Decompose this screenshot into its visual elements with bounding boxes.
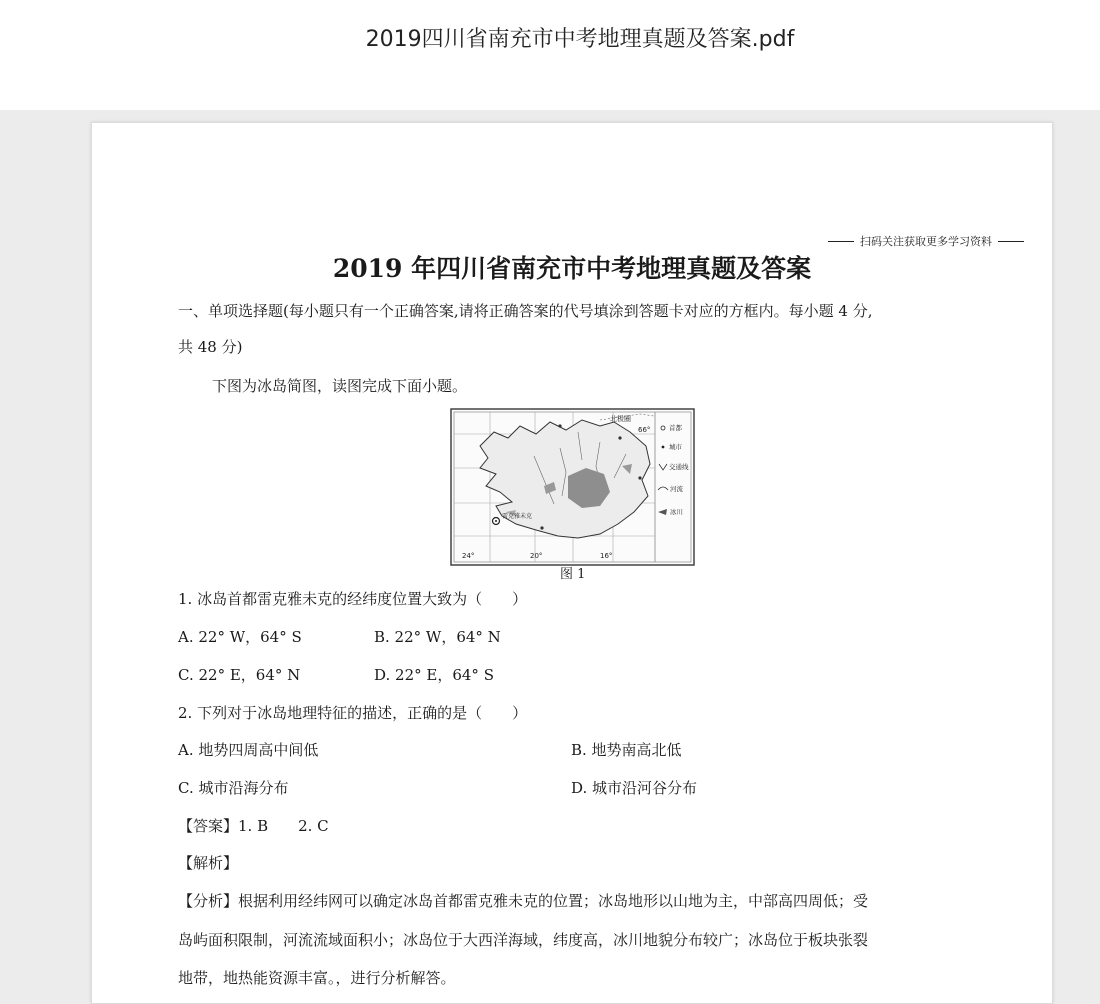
q2-option-d: D. 城市沿河谷分布	[571, 779, 698, 797]
q1-stem: 1. 冰岛首都雷克雅未克的经纬度位置大致为（ ）	[178, 590, 528, 608]
lon-24-label: 24°	[462, 552, 475, 560]
viewer-header	[0, 0, 1100, 110]
analysis-line3: 地带，地热能资源丰富。，进行分析解答。	[178, 969, 456, 987]
figure-caption: 图 1	[560, 567, 586, 582]
q2-option-b: B. 地势南高北低	[571, 741, 682, 759]
analysis-line1: 【分析】根据利用经纬网可以确定冰岛首都雷克雅未克的位置；冰岛地形以山地为主，中部高四周低；受	[178, 892, 869, 910]
lon-20-label: 20°	[530, 552, 543, 560]
q1-option-a: A. 22° W，64° S	[178, 628, 302, 646]
analysis-label: 【解析】	[178, 854, 239, 872]
legend-capital: 首都	[669, 424, 682, 432]
analysis-line2: 岛屿面积限制，河流流域面积小；冰岛位于大西洋海域，纬度高，冰川地貌分布较广；冰岛位于板块张裂	[178, 931, 869, 949]
section-intro-line2: 共 48 分)	[178, 338, 243, 356]
promo-text: 扫码关注获取更多学习资料	[860, 235, 992, 248]
q2-option-c: C. 城市沿海分布	[178, 779, 289, 797]
q1-option-c: C. 22° E，64° N	[178, 666, 301, 684]
section-intro-line1: 一、单项选择题(每小题只有一个正确答案,请将正确答案的代号填涂到答题卡对应的方框内。每小题 4 分,	[178, 302, 873, 320]
pdf-page	[91, 122, 1053, 1004]
lon-16-label: 16°	[600, 552, 613, 560]
promo-left-rule	[828, 241, 854, 242]
file-title: 2019四川省南充市中考地理真题及答案.pdf	[365, 27, 795, 52]
q2-stem: 2. 下列对于冰岛地理特征的描述，正确的是（ ）	[178, 704, 528, 722]
answer-line: 【答案】1. B 2. C	[178, 817, 329, 835]
legend-river: 河流	[670, 485, 683, 493]
lat-66-label: 66°	[638, 426, 651, 434]
legend-transport: 交通线	[669, 463, 689, 471]
q2-option-a: A. 地势四周高中间低	[178, 741, 319, 759]
promo-right-rule	[998, 241, 1024, 242]
q1-option-b: B. 22° W，64° N	[374, 628, 501, 646]
promo-banner	[828, 233, 1024, 249]
document-title: 2019 年四川省南充市中考地理真题及答案	[332, 254, 812, 283]
figure-instruction: 下图为冰岛简图，读图完成下面小题。	[212, 377, 468, 395]
q1-option-d: D. 22° E，64° S	[374, 666, 494, 684]
capital-label: 雷克雅未克	[502, 513, 533, 520]
legend-city: 城市	[669, 443, 682, 451]
iceland-map	[450, 408, 695, 566]
north-pole-circle-label: 北极圈	[610, 415, 631, 423]
legend-glacier: 冰川	[670, 508, 683, 516]
